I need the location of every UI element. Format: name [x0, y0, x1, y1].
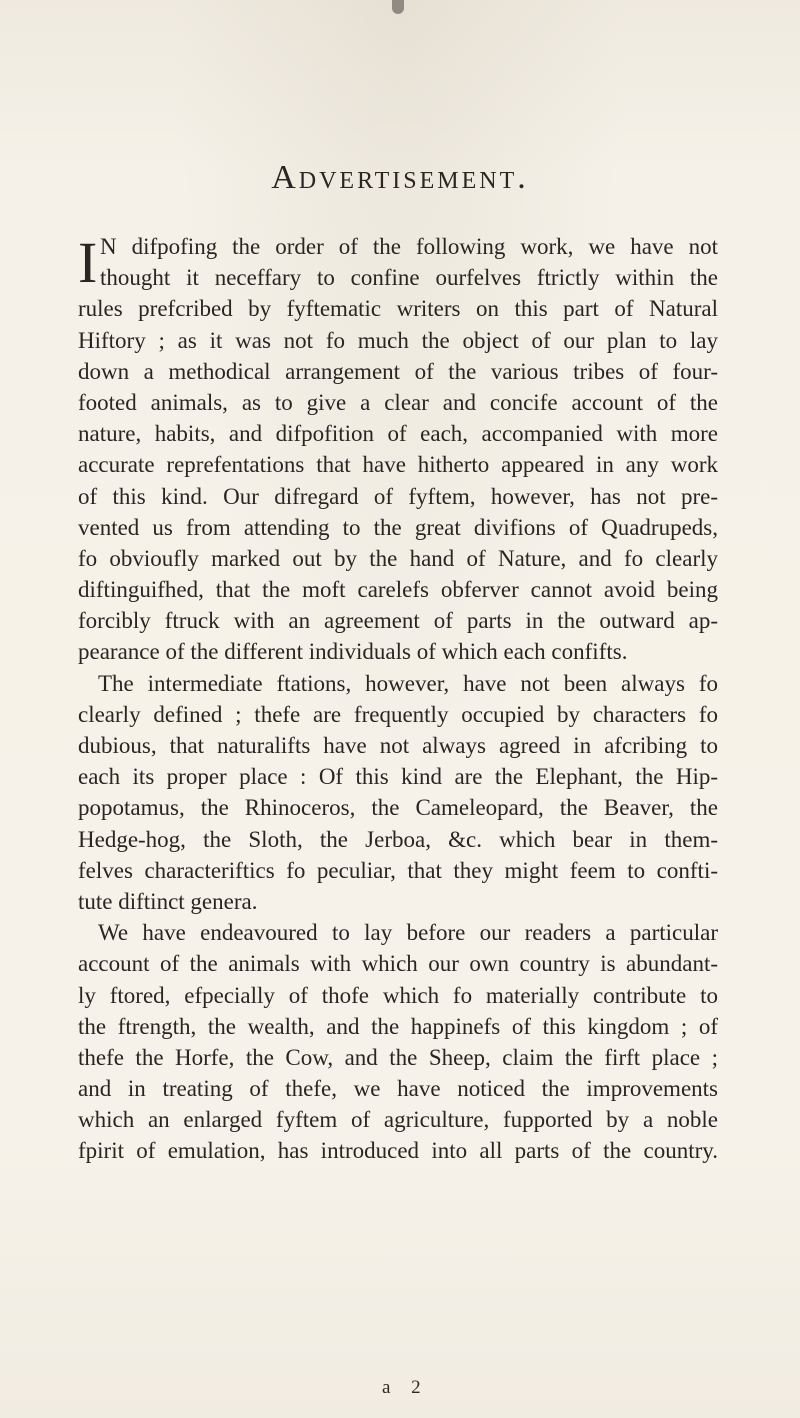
text-line-2: thought it neceffary to confine ourfelves ftrictly within the: [100, 265, 718, 291]
text-line-3: rules prefcribed by fyftematic writers on this part of Natural: [78, 296, 718, 322]
text-line-20: Hedge-hog, the Sloth, the Jerboa, &c. which bear in them-: [78, 826, 718, 852]
text-line-19: popotamus, the Rhinoceros, the Cameleopard, the Beaver, the: [78, 795, 718, 821]
text-line-11: fo obvioufly marked out by the hand of Nature, and fo clearly: [78, 545, 718, 571]
advertisement-body: [78, 231, 718, 1167]
text-line-28: and in treating of thefe, we have noticed the improvements: [78, 1076, 718, 1102]
text-line-13: forcibly ftruck with an agreement of parts in the outward ap-: [78, 608, 718, 634]
page-title: Advertisement.: [271, 159, 529, 196]
text-line-24: account of the animals with which our own country is abundant-: [78, 951, 718, 977]
text-line-18: each its proper place : Of this kind are the Elephant, the Hip-: [78, 764, 718, 790]
text-line-10: vented us from attending to the great divifions of Quadrupeds,: [78, 514, 718, 540]
text-line-16: clearly defined ; thefe are frequently occupied by characters fo: [78, 701, 718, 727]
text-line-25: ly ftored, efpecially of thofe which fo materially contribute to: [78, 982, 718, 1008]
text-line-30: fpirit of emulation, has introduced into all parts of the country.: [78, 1138, 718, 1164]
text-line-15: The intermediate ftations, however, have not been always fo: [98, 670, 718, 696]
text-line-7: nature, habits, and difpofition of each, accompanied with more: [78, 421, 718, 447]
text-line-9: of this kind. Our difregard of fyftem, however, has not pre-: [78, 483, 718, 509]
text-line-6: footed animals, as to give a clear and concife account of the: [78, 389, 718, 415]
text-line-12: diftinguifhed, that the moft carelefs obferver cannot avoid being: [78, 577, 718, 603]
text-line-14: pearance of the different individuals of which each confifts.: [78, 639, 628, 665]
text-line-17: dubious, that naturalifts have not always agreed in afcribing to: [78, 733, 718, 758]
text-line-26: the ftrength, the wealth, and the happinefs of this kingdom ; of: [78, 1013, 718, 1039]
text-line-22: tute diftinct genera.: [78, 888, 258, 914]
text-line-5: down a methodical arrangement of the various tribes of four-: [78, 358, 718, 384]
text-line-29: which an enlarged fyftem of agriculture, fupported by a noble: [78, 1107, 718, 1133]
text-line-23: We have endeavoured to lay before our readers a particular: [98, 920, 718, 946]
binding-mark: [392, 0, 404, 14]
text-line-1: N difpofing the order of the following work, we have not: [100, 234, 718, 259]
text-line-8: accurate reprefentations that have hitherto appeared in any work: [78, 452, 718, 478]
text-line-21: felves characteriftics fo peculiar, that they might feem to confti-: [78, 857, 718, 883]
first-paragraph-opening: [78, 231, 718, 293]
signature-mark: a 2: [382, 1377, 429, 1398]
text-line-4: Hiftory ; as it was not fo much the object of our plan to lay: [78, 327, 718, 353]
drop-cap: I: [78, 230, 98, 295]
text-line-27: thefe the Horfe, the Cow, and the Sheep, claim the firft place ;: [78, 1044, 718, 1070]
